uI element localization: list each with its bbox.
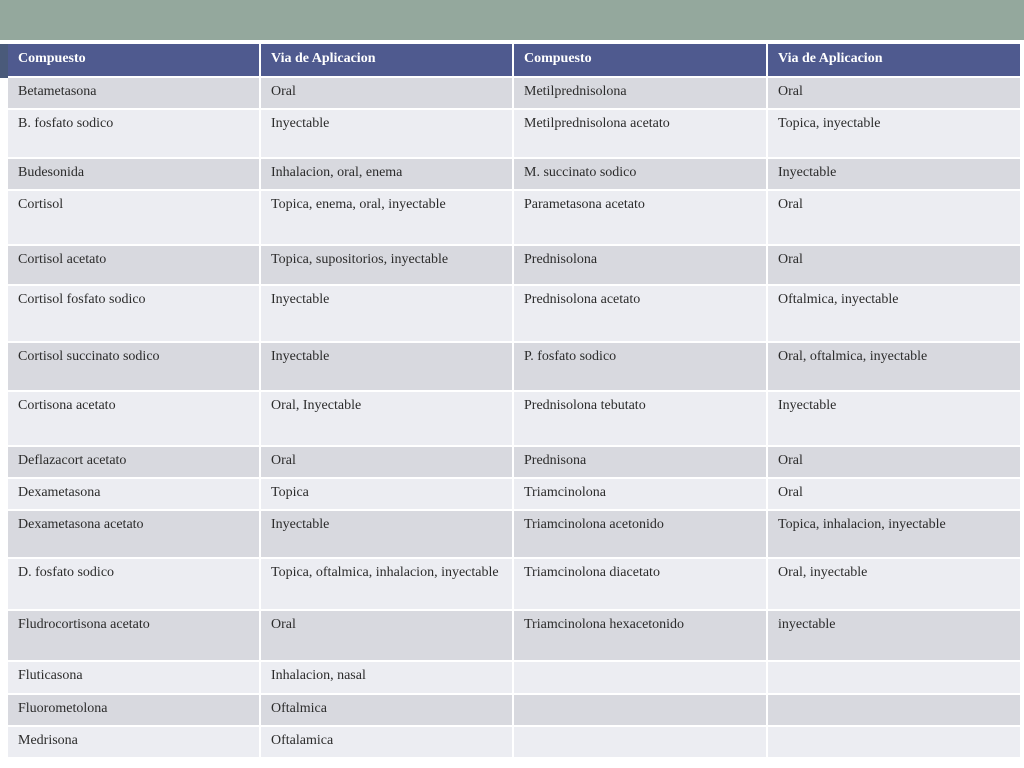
- cell-compuesto: [514, 727, 768, 759]
- cell-via: Oral: [261, 78, 514, 110]
- cell-via: Oftalmica: [261, 695, 514, 727]
- cell-compuesto: Budesonida: [8, 159, 261, 191]
- cell-compuesto: Parametasona acetato: [514, 191, 768, 246]
- cell-compuesto: D. fosfato sodico: [8, 559, 261, 611]
- slide-top-band: [0, 0, 1024, 40]
- cell-compuesto: Triamcinolona: [514, 479, 768, 511]
- cell-via: inyectable: [768, 611, 1022, 662]
- cell-via: Oral: [768, 447, 1022, 479]
- table-row: [8, 511, 1022, 559]
- table-container: [8, 44, 1024, 768]
- cell-compuesto: Cortisol acetato: [8, 246, 261, 286]
- cell-compuesto: Prednisona: [514, 447, 768, 479]
- cell-via: Inyectable: [768, 159, 1022, 191]
- table-row: [8, 559, 1022, 611]
- cell-via: Oral, inyectable: [768, 559, 1022, 611]
- cell-via: Oral: [768, 246, 1022, 286]
- header-via-left: Via de Aplicacion: [261, 44, 514, 78]
- cell-via: Oral, Inyectable: [261, 392, 514, 447]
- table-row: [8, 191, 1022, 246]
- cell-compuesto: Medrisona: [8, 727, 261, 759]
- cell-via: Inyectable: [261, 110, 514, 159]
- cell-via: Oftalamica: [261, 727, 514, 759]
- cell-compuesto: P. fosfato sodico: [514, 343, 768, 392]
- table-row: [8, 78, 1022, 110]
- cell-via: Inhalacion, nasal: [261, 662, 514, 695]
- cell-via: Oral: [768, 191, 1022, 246]
- cell-via: [768, 727, 1022, 759]
- cell-compuesto: Fluorometolona: [8, 695, 261, 727]
- table-row: [8, 159, 1022, 191]
- cell-compuesto: [514, 662, 768, 695]
- cell-via: Topica, enema, oral, inyectable: [261, 191, 514, 246]
- cell-via: Inyectable: [261, 511, 514, 559]
- table-row: [8, 611, 1022, 662]
- cell-compuesto: Triamcinolona diacetato: [514, 559, 768, 611]
- header-via-right: Via de Aplicacion: [768, 44, 1022, 78]
- table-header-row: [8, 44, 1022, 78]
- cell-compuesto: Cortisol fosfato sodico: [8, 286, 261, 343]
- corticosteroid-table: [8, 44, 1022, 759]
- header-compuesto-right: Compuesto: [514, 44, 768, 78]
- table-row: [8, 343, 1022, 392]
- cell-compuesto: Triamcinolona hexacetonido: [514, 611, 768, 662]
- cell-compuesto: Deflazacort acetato: [8, 447, 261, 479]
- cell-compuesto: Dexametasona: [8, 479, 261, 511]
- table-row: [8, 727, 1022, 759]
- header-compuesto-left: Compuesto: [8, 44, 261, 78]
- cell-via: Topica, inhalacion, inyectable: [768, 511, 1022, 559]
- table-row: [8, 246, 1022, 286]
- cell-via: Inyectable: [768, 392, 1022, 447]
- cell-compuesto: [514, 695, 768, 727]
- cell-compuesto: Metilprednisolona acetato: [514, 110, 768, 159]
- cell-via: Oftalmica, inyectable: [768, 286, 1022, 343]
- cell-compuesto: B. fosfato sodico: [8, 110, 261, 159]
- cell-compuesto: Dexametasona acetato: [8, 511, 261, 559]
- cell-compuesto: Fludrocortisona acetato: [8, 611, 261, 662]
- table-row: [8, 286, 1022, 343]
- cell-via: Oral: [261, 611, 514, 662]
- table-row: [8, 110, 1022, 159]
- table-row: [8, 695, 1022, 727]
- table-row: [8, 479, 1022, 511]
- cell-via: Oral: [768, 479, 1022, 511]
- cell-via: Oral: [768, 78, 1022, 110]
- cell-compuesto: Cortisona acetato: [8, 392, 261, 447]
- cell-compuesto: Cortisol: [8, 191, 261, 246]
- cell-via: Topica, supositorios, inyectable: [261, 246, 514, 286]
- cell-compuesto: Cortisol succinato sodico: [8, 343, 261, 392]
- cell-compuesto: Triamcinolona acetonido: [514, 511, 768, 559]
- table-row: [8, 392, 1022, 447]
- slide-left-accent: [0, 44, 8, 78]
- cell-via: Inhalacion, oral, enema: [261, 159, 514, 191]
- cell-compuesto: Metilprednisolona: [514, 78, 768, 110]
- cell-via: [768, 695, 1022, 727]
- cell-via: Topica, inyectable: [768, 110, 1022, 159]
- cell-via: Inyectable: [261, 286, 514, 343]
- cell-via: Inyectable: [261, 343, 514, 392]
- cell-via: Oral, oftalmica, inyectable: [768, 343, 1022, 392]
- table-row: [8, 662, 1022, 695]
- cell-via: Oral: [261, 447, 514, 479]
- cell-via: Topica: [261, 479, 514, 511]
- cell-compuesto: Prednisolona: [514, 246, 768, 286]
- cell-compuesto: M. succinato sodico: [514, 159, 768, 191]
- cell-via: [768, 662, 1022, 695]
- cell-compuesto: Fluticasona: [8, 662, 261, 695]
- cell-compuesto: Prednisolona acetato: [514, 286, 768, 343]
- cell-compuesto: Betametasona: [8, 78, 261, 110]
- cell-via: Topica, oftalmica, inhalacion, inyectable: [261, 559, 514, 611]
- table-row: [8, 447, 1022, 479]
- cell-compuesto: Prednisolona tebutato: [514, 392, 768, 447]
